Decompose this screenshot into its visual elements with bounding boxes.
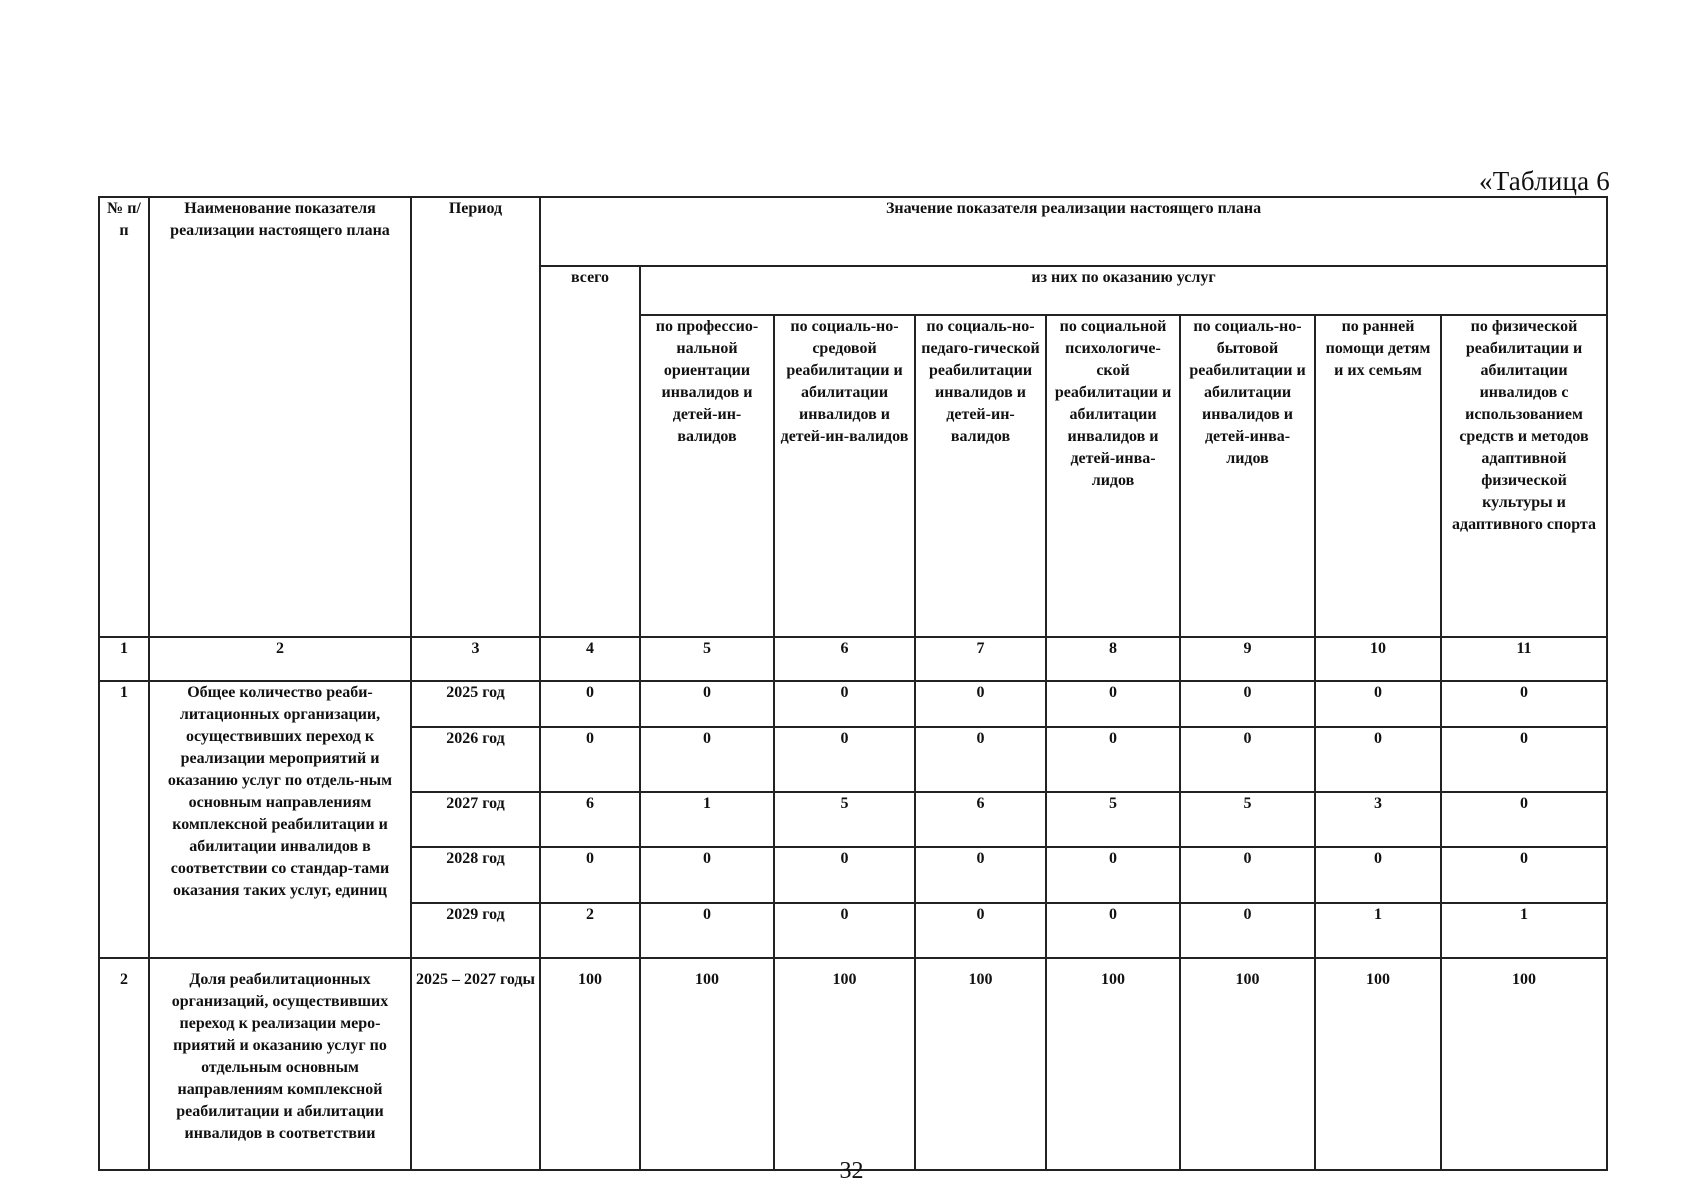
column-number: 8 — [1046, 637, 1180, 681]
value-cell: 0 — [774, 847, 915, 903]
row-number: 2 — [99, 958, 149, 1170]
value-cell: 1 — [1315, 903, 1441, 958]
value-cell: 0 — [640, 681, 774, 727]
row-number: 1 — [99, 681, 149, 958]
value-cell: 100 — [1046, 958, 1180, 1170]
value-cell: 0 — [915, 727, 1046, 792]
value-cell: 0 — [1315, 681, 1441, 727]
column-number: 11 — [1441, 637, 1607, 681]
value-cell: 100 — [915, 958, 1046, 1170]
header-num: № п/п — [99, 197, 149, 637]
period-cell: 2025 – 2027 годы — [411, 958, 540, 1170]
header-period: Период — [411, 197, 540, 637]
column-number: 3 — [411, 637, 540, 681]
value-cell: 5 — [774, 792, 915, 847]
value-cell: 100 — [640, 958, 774, 1170]
value-cell: 5 — [1046, 792, 1180, 847]
table-row — [99, 681, 1607, 727]
indicator-table — [98, 196, 1608, 1171]
header-service: по социаль-но-бытовой реабилитации и абилитации инвалидов и детей-инва-лидов — [1180, 315, 1315, 637]
value-cell: 0 — [1441, 681, 1607, 727]
column-number: 7 — [915, 637, 1046, 681]
value-cell: 0 — [1046, 681, 1180, 727]
header-name: Наименование показателя реализации настоящего плана — [149, 197, 411, 637]
header-service: по социаль-но-педаго-гической реабилитации инвалидов и детей-ин-валидов — [915, 315, 1046, 637]
page-number: 32 — [839, 1158, 864, 1184]
header-service: по социальной психологиче-ской реабилитации и абилитации инвалидов и детей-инва-лидов — [1046, 315, 1180, 637]
value-cell: 0 — [915, 847, 1046, 903]
period-cell: 2027 год — [411, 792, 540, 847]
column-number-row — [99, 637, 1607, 681]
header-service: по физической реабилитации и абилитации инвалидов с использованием средств и методов адаптивной физической культуры и адаптивного спорта — [1441, 315, 1607, 637]
column-number: 4 — [540, 637, 640, 681]
value-cell: 2 — [540, 903, 640, 958]
value-cell: 0 — [1046, 727, 1180, 792]
value-cell: 0 — [1315, 727, 1441, 792]
value-cell: 100 — [1315, 958, 1441, 1170]
value-cell: 0 — [1441, 792, 1607, 847]
value-cell: 100 — [540, 958, 640, 1170]
column-number: 10 — [1315, 637, 1441, 681]
value-cell: 0 — [640, 727, 774, 792]
value-cell: 0 — [1180, 847, 1315, 903]
value-cell: 5 — [1180, 792, 1315, 847]
column-number: 6 — [774, 637, 915, 681]
header-service: по профессио-нальной ориентации инвалидов и детей-ин-валидов — [640, 315, 774, 637]
header-value: Значение показателя реализации настоящего плана — [540, 197, 1607, 266]
value-cell: 0 — [774, 681, 915, 727]
column-number: 1 — [99, 637, 149, 681]
value-cell: 0 — [1441, 727, 1607, 792]
value-cell: 0 — [1180, 727, 1315, 792]
indicator-name: Доля реабилитационных организаций, осуществивших переход к реализации меро-приятий и оказанию услуг по отдельным основным направлениям комплексной реабилитации и абилитации инвалидов в соответствии — [149, 958, 411, 1170]
value-cell: 0 — [1180, 681, 1315, 727]
value-cell: 6 — [915, 792, 1046, 847]
header-of-which: из них по оказанию услуг — [640, 266, 1607, 315]
value-cell: 0 — [1441, 847, 1607, 903]
value-cell: 0 — [1046, 903, 1180, 958]
value-cell: 0 — [774, 903, 915, 958]
value-cell: 1 — [1441, 903, 1607, 958]
value-cell: 0 — [640, 847, 774, 903]
period-cell: 2028 год — [411, 847, 540, 903]
table-label: «Таблица 6 — [1479, 166, 1610, 196]
indicator-name: Общее количество реаби-литационных организации, осуществивших переход к реализации мероприятий и оказанию услуг по отдель-ным основным направлениям комплексной реабилитации и абилитации инвалидов в соответствии со стандар-тами оказания таких услуг, единиц — [149, 681, 411, 958]
value-cell: 100 — [1180, 958, 1315, 1170]
value-cell: 6 — [540, 792, 640, 847]
period-cell: 2029 год — [411, 903, 540, 958]
period-cell: 2025 год — [411, 681, 540, 727]
value-cell: 100 — [1441, 958, 1607, 1170]
table-row — [99, 958, 1607, 1170]
value-cell: 0 — [540, 727, 640, 792]
period-cell: 2026 год — [411, 727, 540, 792]
column-number: 5 — [640, 637, 774, 681]
value-cell: 0 — [640, 903, 774, 958]
value-cell: 0 — [774, 727, 915, 792]
value-cell: 3 — [1315, 792, 1441, 847]
value-cell: 0 — [1180, 903, 1315, 958]
value-cell: 0 — [1046, 847, 1180, 903]
column-number: 2 — [149, 637, 411, 681]
header-total: всего — [540, 266, 640, 637]
value-cell: 0 — [540, 847, 640, 903]
value-cell: 100 — [774, 958, 915, 1170]
column-number: 9 — [1180, 637, 1315, 681]
value-cell: 0 — [540, 681, 640, 727]
header-service: по социаль-но-средовой реабилитации и абилитации инвалидов и детей-ин-валидов — [774, 315, 915, 637]
value-cell: 1 — [640, 792, 774, 847]
value-cell: 0 — [915, 903, 1046, 958]
header-service: по ранней помощи детям и их семьям — [1315, 315, 1441, 637]
value-cell: 0 — [915, 681, 1046, 727]
value-cell: 0 — [1315, 847, 1441, 903]
